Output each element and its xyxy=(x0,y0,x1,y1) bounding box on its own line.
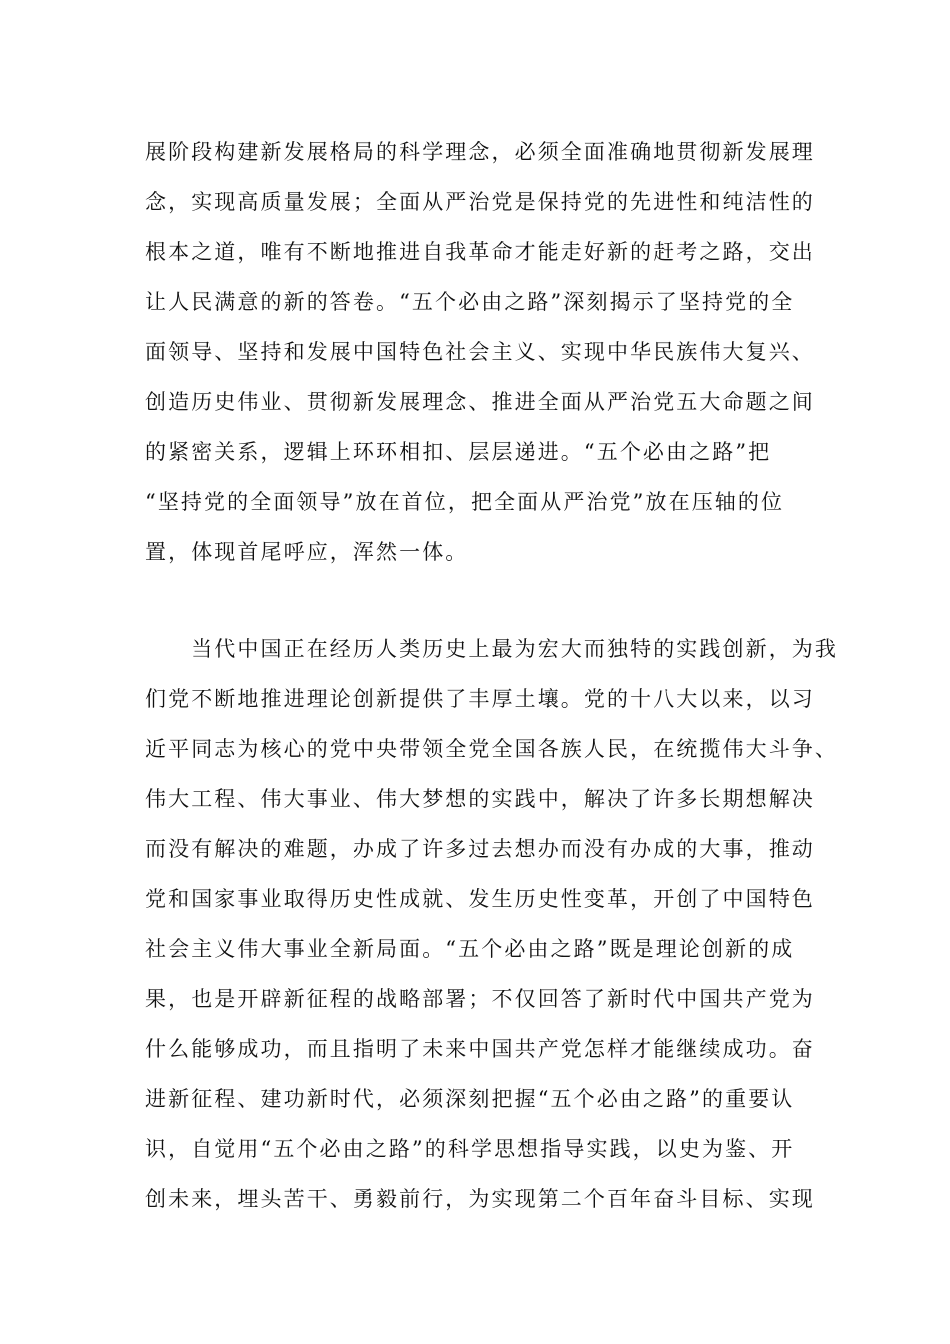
text-line: 面领导、坚持和发展中国特色社会主义、实现中华民族伟大复兴、 xyxy=(145,340,815,364)
text-line: “坚持党的全面领导”放在首位，把全面从严治党”放在压轴的位 xyxy=(145,490,785,514)
text-line: 的紧密关系，逻辑上环环相扣、层层递进。“五个必由之路”把 xyxy=(145,440,772,464)
text-line: 念，实现高质量发展；全面从严治党是保持党的先进性和纯洁性的 xyxy=(145,190,815,214)
text-line: 什么能够成功，而且指明了未来中国共产党怎样才能继续成功。奋 xyxy=(145,1037,815,1061)
text-line: 社会主义伟大事业全新局面。“五个必由之路”既是理论创新的成 xyxy=(145,937,795,961)
text-line: 置，体现首尾呼应，浑然一体。 xyxy=(145,540,469,564)
text-line: 创造历史伟业、贯彻新发展理念、推进全面从严治党五大命题之间 xyxy=(145,390,815,414)
text-line: 果，也是开辟新征程的战略部署；不仅回答了新时代中国共产党为 xyxy=(145,987,815,1011)
paragraph-2 xyxy=(145,624,838,1224)
text-line: 展阶段构建新发展格局的科学理念，必须全面准确地贯彻新发展理 xyxy=(145,140,815,164)
text-line: 识，自觉用“五个必由之路”的科学思想指导实践，以史为鉴、开 xyxy=(145,1137,795,1161)
text-line: 而没有解决的难题，办成了许多过去想办而没有办成的大事，推动 xyxy=(145,837,815,861)
text-line: 党和国家事业取得历史性成就、发生历史性变革，开创了中国特色 xyxy=(145,887,815,911)
paragraph-1 xyxy=(145,127,825,577)
text-line: 近平同志为核心的党中央带领全党全国各族人民，在统揽伟大斗争、 xyxy=(145,737,838,761)
text-line: 们党不断地推进理论创新提供了丰厚土壤。党的十八大以来，以习 xyxy=(145,687,815,711)
text-line: 创未来，埋头苦干、勇毅前行，为实现第二个百年奋斗目标、实现 xyxy=(145,1187,815,1211)
text-line: 根本之道，唯有不断地推进自我革命才能走好新的赶考之路，交出 xyxy=(145,240,815,264)
text-line: 进新征程、建功新时代，必须深刻把握“五个必由之路”的重要认 xyxy=(145,1087,795,1111)
text-line: 伟大工程、伟大事业、伟大梦想的实践中，解决了许多长期想解决 xyxy=(145,787,815,811)
text-line: 当代中国正在经历人类历史上最为宏大而独特的实践创新，为我 xyxy=(145,637,838,661)
text-line: 让人民满意的新的答卷。“五个必由之路”深刻揭示了坚持党的全 xyxy=(145,290,795,314)
